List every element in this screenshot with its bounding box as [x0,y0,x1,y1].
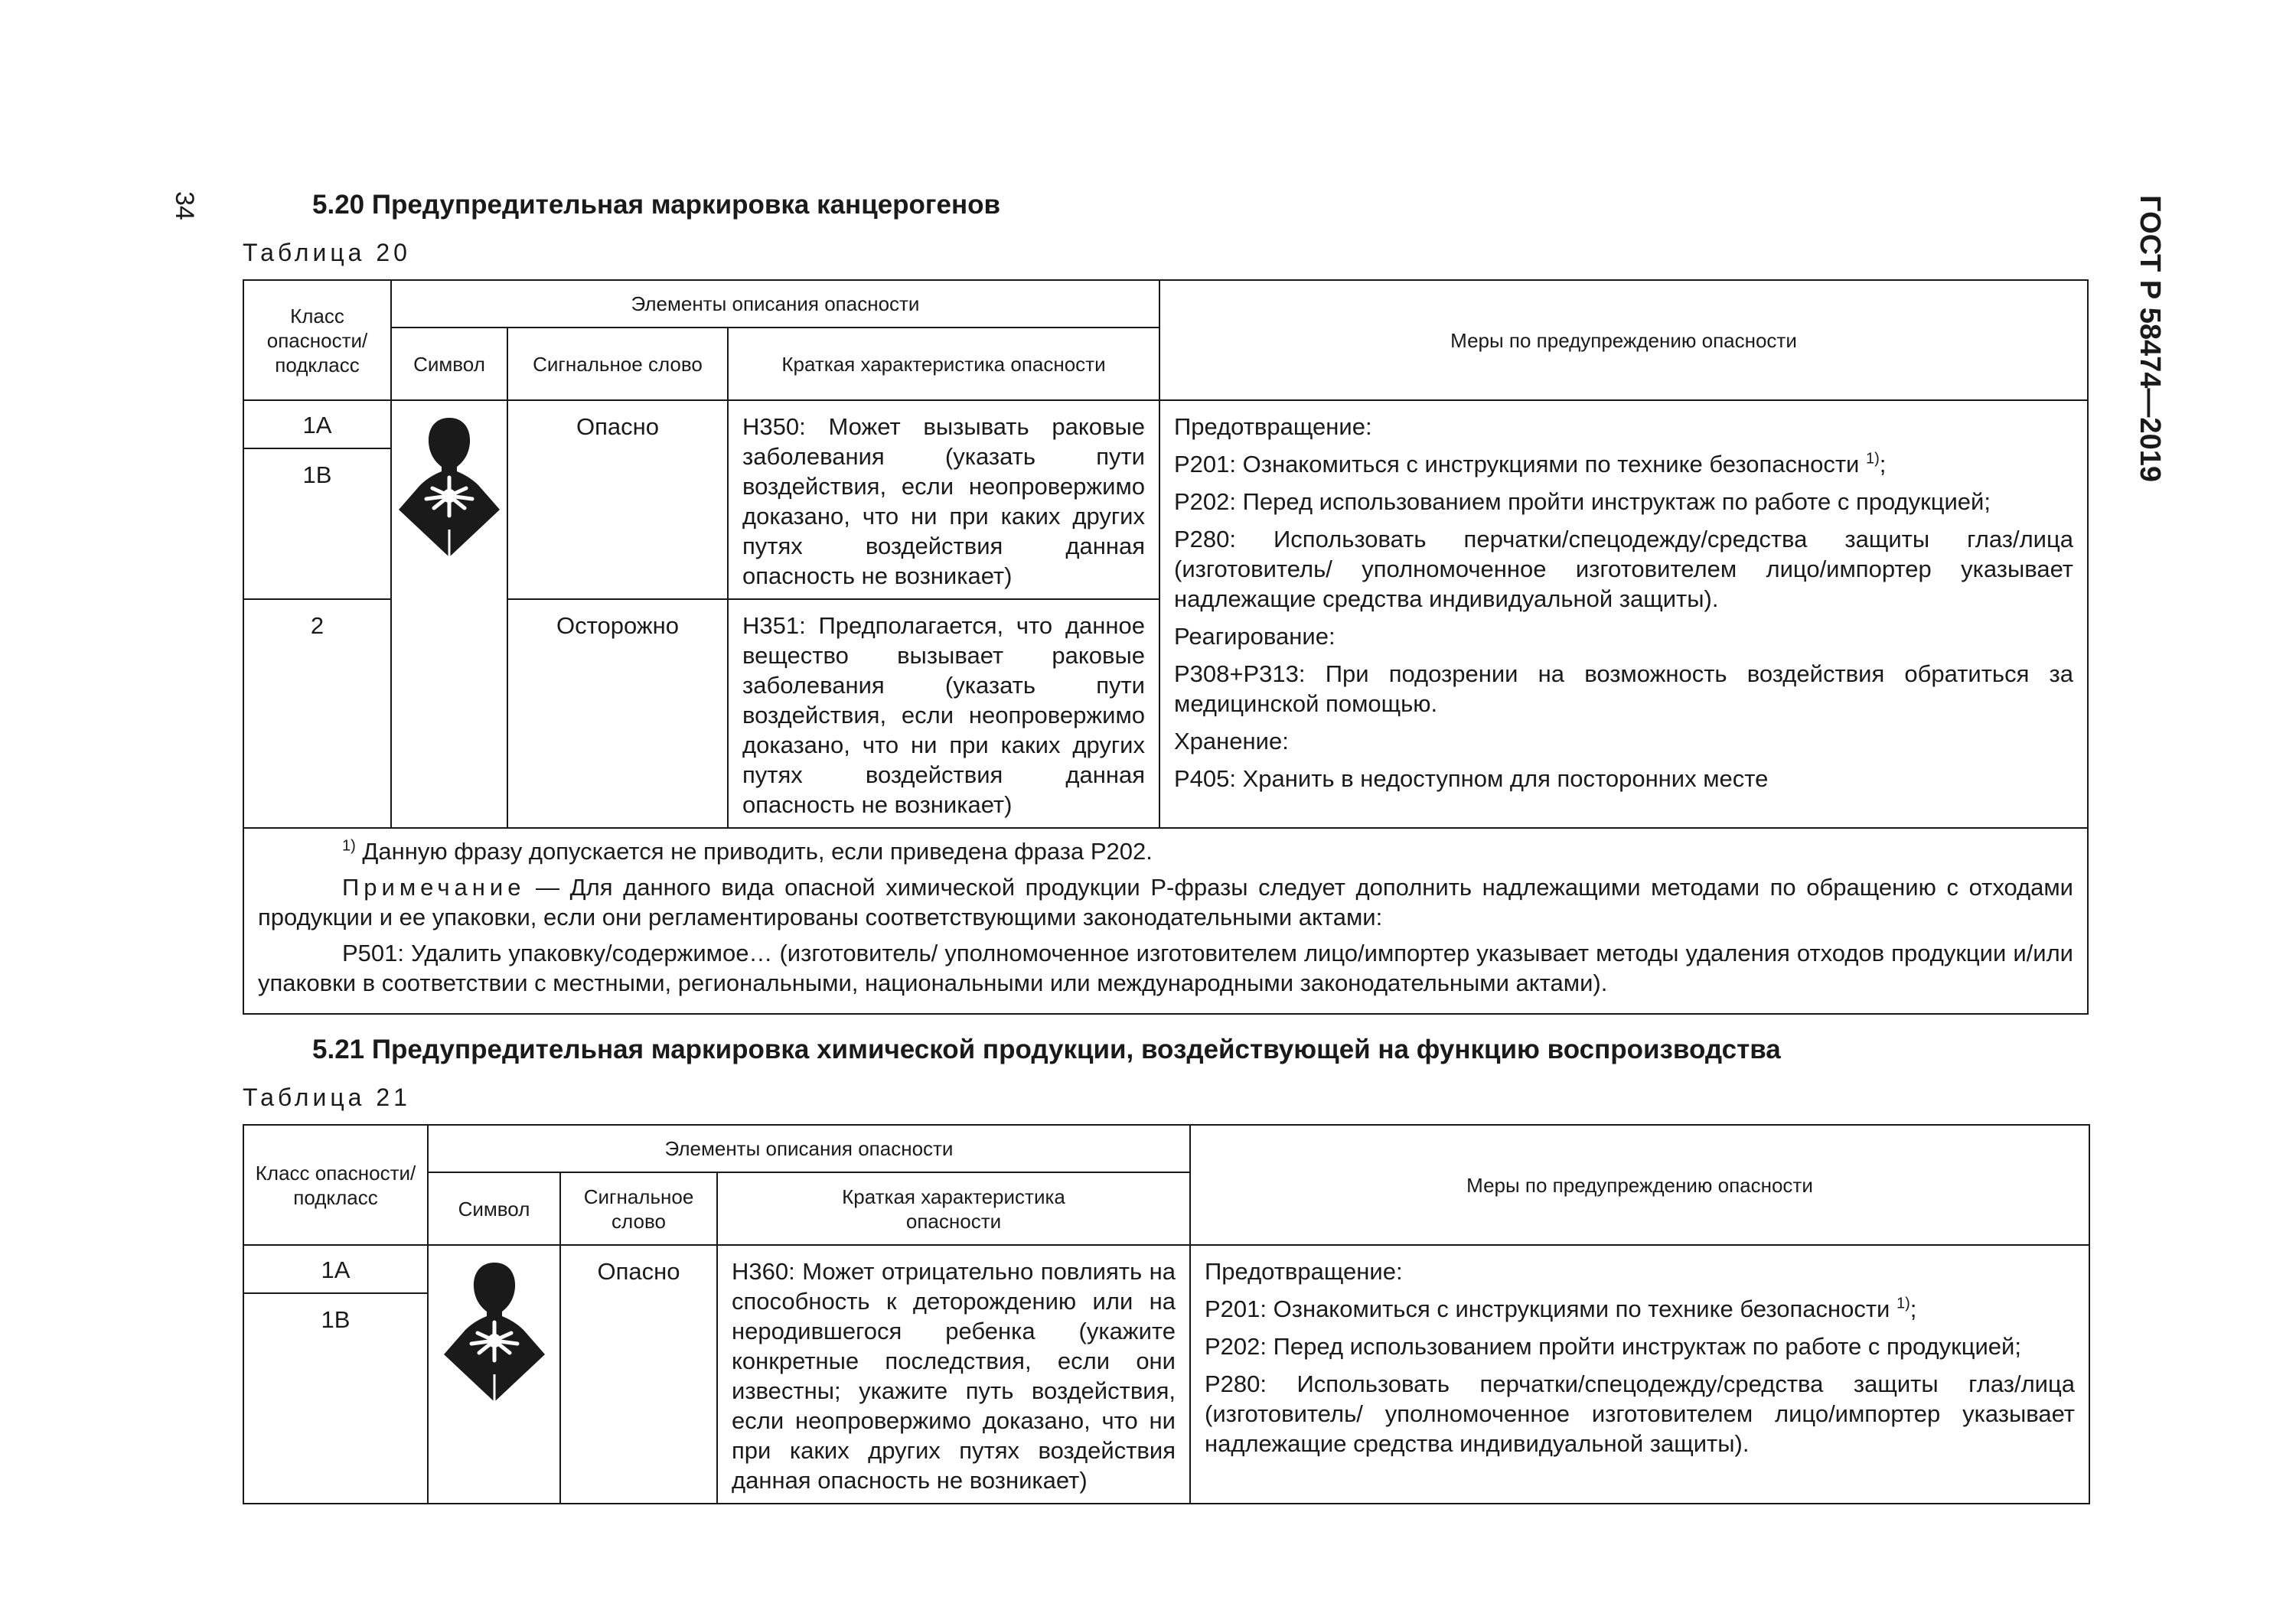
measure-prevention: Предотвращение: [1205,1258,1403,1285]
header-symbol: Символ [428,1172,560,1245]
health-hazard-icon [396,415,503,560]
hazard-statement-cell: H351: Предполагается, что данное вещество вызывает раковые заболевания (указать пути воздействия, если неопровержимо доказано, что ни при каких других путях воздействия данная опасность не возникает) [728,599,1159,828]
header-symbol: Символ [391,328,507,400]
measure-p501: P501: Удалить упаковку/содержимое… (изготовитель/ уполномоченное изготовителем лицо/импортер указывает методы удаления отходов продукции и/или упаковки в соответствии с местными, региональными, национальными или международными законодательными актами). [258,940,2073,996]
class-cell: 1B [243,1293,428,1504]
footnote-ref: 1) [1866,450,1880,468]
header-measures: Меры по предупреждению опасности [1159,280,2088,400]
hazard-statement-cell: H350: Может вызывать раковые заболевания (указать пути воздействия, если неопровержимо доказано, что ни при каких других путях воздействия данная опасность не возникает) [728,400,1159,599]
section-title-5-21: 5.21 Предупредительная маркировка химической продукции, воздействующей на функцию воспроизводства [312,1035,1781,1064]
measure-p202: P202: Перед использованием пройти инструктаж по работе с продукцией; [1174,488,1991,515]
measures-cell [1190,1245,2089,1504]
measure-p201: P201: Ознакомиться с инструкциями по технике безопасности $^{1)}$; [1205,1295,1917,1322]
symbol-cell [391,400,507,828]
table-21 [243,1124,2090,1504]
measure-prevention: Предотвращение: [1174,413,1372,440]
table-caption-20: Таблица 20 [243,239,411,266]
header-class: Класс опасности/ подкласс [243,280,391,400]
measure-storage: Хранение: [1174,728,1289,754]
measures-cell [1159,400,2088,828]
class-cell: 1A [243,1245,428,1293]
header-signal: Сигнальное слово [560,1172,717,1245]
page-number: 34 [170,191,199,220]
signal-word-cell: Опасно [507,400,728,599]
table-caption-21: Таблица 21 [243,1084,411,1111]
measure-p201: P201: Ознакомиться с инструкциями по технике безопасности $^{1)}$; [1174,450,1887,477]
measure-response: Реагирование: [1174,623,1336,650]
measure-p280: P280: Использовать перчатки/спецодежду/средства защиты глаз/лица (изготовитель/ уполномоченное изготовителем лицо/импортер указывает надлежащие средства индивидуальной защиты). [1205,1370,2075,1457]
document-header: ГОСТ Р 58474—2019 [2134,195,2166,482]
footnote-ref: 1) [1896,1295,1910,1312]
footnote: $^{1)}$ Данную фразу допускается не приводить, если приведена фраза P202. [342,837,1153,865]
table-footnote-cell [243,828,2088,1014]
footnote-mark: 1) [342,837,356,855]
header-signal: Сигнальное слово [507,328,728,400]
symbol-cell [428,1245,560,1504]
measure-p405: P405: Хранить в недоступном для посторонних месте [1174,765,1769,792]
header-measures: Меры по предупреждению опасности [1190,1125,2089,1245]
class-cell: 1B [243,448,391,599]
measure-p202: P202: Перед использованием пройти инструктаж по работе с продукцией; [1205,1333,2021,1360]
class-cell: 2 [243,599,391,828]
header-elements: Элементы описания опасности [391,280,1159,328]
table-20 [243,279,2089,1015]
class-cell: 1A [243,400,391,448]
measure-p308: P308+P313: При подозрении на возможность воздействия обратиться за медицинской помощью. [1174,660,2073,717]
hazard-statement-cell: H360: Может отрицательно повлиять на способность к деторождению или на неродившегося ребенка (укажите конкретные последствия, если они известны; укажите путь воздействия, если неопровержимо доказано, что ни при каких других путях воздействия данная опасность не возникает) [717,1245,1190,1504]
signal-word-cell: Осторожно [507,599,728,828]
header-class: Класс опасности/ подкласс [243,1125,428,1245]
measure-p280: P280: Использовать перчатки/спецодежду/средства защиты глаз/лица (изготовитель/ уполномоченное изготовителем лицо/импортер указывает надлежащие средства индивидуальной защиты). [1174,526,2073,612]
table-note: Примечание — Для данного вида опасной химической продукции P-фразы следует дополнить надлежащими методами по обращению с отходами продукции и ее упаковки, если они регламентированы соответствующими законодательными актами: [258,874,2073,930]
note-label: Примечание [342,874,526,901]
header-elements: Элементы описания опасности [428,1125,1190,1172]
signal-word-cell: Опасно [560,1245,717,1504]
section-title-5-20: 5.20 Предупредительная маркировка канцерогенов [312,190,1001,220]
health-hazard-icon [441,1260,548,1405]
header-brief: Краткая характеристика опасности [728,328,1159,400]
header-brief: Краткая характеристика опасности [717,1172,1190,1245]
